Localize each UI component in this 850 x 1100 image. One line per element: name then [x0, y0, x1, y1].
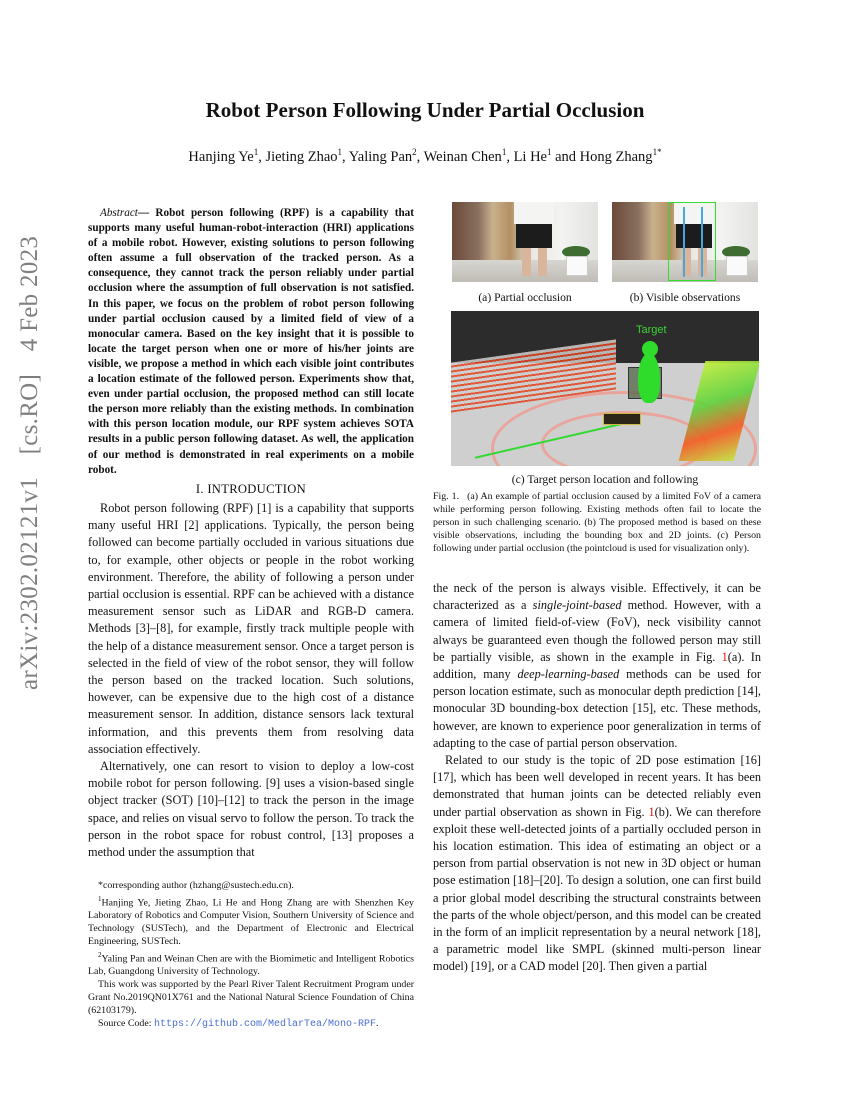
author: Yaling Pan — [348, 148, 413, 165]
author-affiliation-mark: 1 — [546, 147, 552, 157]
text: Related to our study is the topic of 2D pose estimation [16] [17], which has been well developed in recent years. It has been demonstrated that human joints can be detected reliably even under partial observation as shown in Fig. — [433, 753, 761, 819]
source-code-label: Source Code: — [98, 1017, 154, 1029]
figure-label: Fig. 1. — [433, 491, 460, 502]
pot — [566, 256, 588, 276]
footnote-affiliation-1 — [88, 893, 414, 949]
figure-1b-image — [612, 202, 758, 282]
leg — [522, 248, 531, 276]
target-person-marker — [638, 353, 660, 403]
figure-1c-image — [451, 311, 759, 466]
leg — [538, 248, 547, 276]
separator: , — [506, 148, 514, 165]
pot — [726, 256, 748, 276]
footnote-text: Yaling Pan and Weinan Chen are with the Biomimetic and Intelligent Robotics Lab, Guangdong University of Technology. — [88, 953, 414, 978]
abstract-dash: — — [137, 207, 156, 219]
potted-plant — [562, 246, 590, 276]
footnote-mark: 1 — [98, 894, 102, 903]
footnote-source-code — [88, 1018, 414, 1032]
separator: and — [551, 148, 580, 165]
emphasis: deep-learning-based — [517, 667, 620, 682]
author: Hong Zhang — [579, 148, 653, 165]
emphasis: single-joint-based — [532, 598, 622, 613]
period: . — [376, 1017, 379, 1029]
author-list — [0, 147, 850, 166]
bounding-box — [668, 202, 716, 281]
corridor-photo — [612, 202, 758, 282]
text: (b). We can therefore exploit these well-detected joints of a partially occluded person in his location estimation. This idea of estimating an object or a person from partial observation is not new in 3D object or human pose estimation [18]–[20]. To design a solution, one can first build a prior global model describing the structural constraints between the parts of the whole object/person, and this model can be created in the form of an implicit representation by a neural network [18], a parametric model like SMPL (skinned multi-person linear model) [19], or a CAD model [20]. Then given a partial — [433, 804, 761, 974]
author: Li He — [513, 148, 547, 165]
subfigure-caption-b: (b) Visible observations — [629, 291, 741, 304]
joint-skeleton-line — [701, 207, 703, 277]
text: the neck of the person is always visible. Effectively, it can be characterized as a — [433, 581, 761, 613]
paragraph — [433, 752, 761, 976]
footnote-funding: This work was supported by the Pearl River Talent Recruitment Program under Grant No.2019QN01X761 and the National Natural Science Foundation of China (62103179). — [88, 978, 414, 1016]
paragraph: Robot person following (RPF) [1] is a capability that supports many useful HRI [2] applications. Typically, the person being followed can become partially occluded in various situations due to, for example, other objects or people in the robot working environment. Therefore, the ability of following a person under partial occlusion is essential. RPF can be achieved with a distance measurement sensor such as LiDAR and RGB-D camera. Methods [3]–[8], for example, firstly track multiple people with the help of a distance measurement sensor. Once a target person is selected in the field of view of the robot sensor, they will follow the person based on the tracked location. Such solutions, however, can be expensive due to the high cost of a distance measurement sensor. In addition, distance sensors lack textural information, and this prevents them from resolving data association effectively. — [88, 501, 414, 756]
shorts — [516, 224, 552, 248]
person-partial — [514, 202, 554, 282]
footnote-affiliation-2 — [88, 949, 414, 979]
author-affiliation-mark: 1 — [501, 147, 507, 157]
arxiv-category: [cs.RO] — [16, 373, 43, 455]
potted-plant — [722, 246, 750, 276]
figure-reference-link[interactable]: 1 — [648, 804, 655, 819]
figure-reference-link[interactable]: 1 — [721, 649, 728, 664]
author-affiliation-mark: 2 — [412, 147, 417, 157]
author: Hanjing Ye — [188, 148, 254, 165]
arxiv-stamp — [16, 220, 44, 690]
target-person-head — [642, 341, 658, 357]
text: (a). In addition, many — [433, 649, 761, 682]
right-column-body — [433, 580, 761, 976]
footnote-mark: 2 — [98, 950, 102, 959]
figure-caption-text: (a) An example of partial occlusion caused by a limited FoV of a camera while performing person following. Existing methods often fail to locate the person in such challenging scenario. (b) The proposed method is based on these visible observations, including the bounding box and 2D joints. (c) Person following under partial occlusion (the pointcloud is used for visualization only). — [433, 491, 761, 554]
arxiv-date: 4 Feb 2023 — [16, 235, 43, 352]
author-affiliation-mark: 1 — [337, 147, 343, 157]
figure-1a-image — [452, 202, 598, 282]
text: method. However, with a camera of limited field-of-view (FoV), neck visibility cannot always be guaranteed even though the followed person may still be partially visible, as shown in the example in Fig. — [433, 598, 761, 664]
subfigure-caption-a: (a) Partial occlusion — [478, 291, 572, 304]
shirt — [514, 202, 554, 224]
paper-title: Robot Person Following Under Partial Occlusion — [205, 98, 645, 122]
separator: , — [416, 148, 424, 165]
abstract — [88, 206, 414, 478]
footnotes — [88, 880, 414, 1032]
footnote-corresponding: *corresponding author (hzhang@sustech.edu.cn). — [98, 880, 294, 891]
author: Jieting Zhao — [265, 148, 338, 165]
paragraph: Alternatively, one can resort to vision to deploy a low-cost mobile robot for person following. [9] uses a vision-based single object tracker (SOT) [10]–[12] to track the person in the image space, and relies on visual servo to follow the person. To track the person in the robot space for robust control, [13] proposes a method under the assumption that — [88, 759, 414, 860]
joint-skeleton-line — [683, 207, 685, 277]
subfigure-caption-c: (c) Target person location and following — [511, 473, 699, 486]
separator: , — [342, 148, 349, 165]
target-label: Target — [636, 324, 667, 336]
corridor-photo — [452, 202, 598, 282]
author-affiliation-mark: 1 — [253, 147, 259, 157]
section-heading: I. INTRODUCTION — [195, 482, 307, 496]
author: Weinan Chen — [423, 148, 502, 165]
paragraph — [433, 580, 761, 752]
footnote-text: Hanjing Ye, Jieting Zhao, Li He and Hong Zhang are with Shenzhen Key Laboratory of Robotics and Computer Vision, Southern University of Science and Technology (SUSTech), and the Department of Electronic and Electrical Engineering, SUSTech. — [88, 897, 414, 947]
abstract-text: Robot person following (RPF) is a capability that supports many useful human-robot-interaction (HRI) applications of a mobile robot. However, existing solutions to person following often assume a full observation of the tracked person. As a consequence, they cannot track the person reliably under partial occlusion where the assumption of full observation is not satisfied. In this paper, we focus on the problem of robot person following under partial occlusion caused by a limited field of view of a monocular camera. Based on the key insight that it is possible to locate the target person when one or more of his/her joints are visible, we propose a method in which each visible joint contributes a location estimate of the followed person. Experiments show that, even under partial occlusion, the proposed method can still locate the person more reliably than the existing methods. In combination with this person location module, our RPF system achieves SOTA results in a public person following dataset. As well, the application of our method is demonstrated in real experiments on a mobile robot. — [88, 207, 414, 476]
abstract-label: Abstract — [100, 207, 138, 219]
intro-body — [88, 500, 414, 861]
source-code-link[interactable]: https://github.com/MedlarTea/Mono-RPF — [153, 1018, 376, 1030]
text: methods can be used for person location estimate, such as monocular depth prediction [14], monocular 3D bounding-box detection [15], etc. These methods, however, are known to experience poor generalization in terms of adapting to the case of partial person observation. — [433, 667, 761, 750]
author-affiliation-mark: 1* — [652, 147, 662, 157]
robot-model — [603, 413, 641, 425]
separator: , — [258, 148, 266, 165]
figure-1-caption — [433, 491, 761, 556]
arxiv-id: arXiv:2302.02121v1 — [16, 476, 43, 690]
